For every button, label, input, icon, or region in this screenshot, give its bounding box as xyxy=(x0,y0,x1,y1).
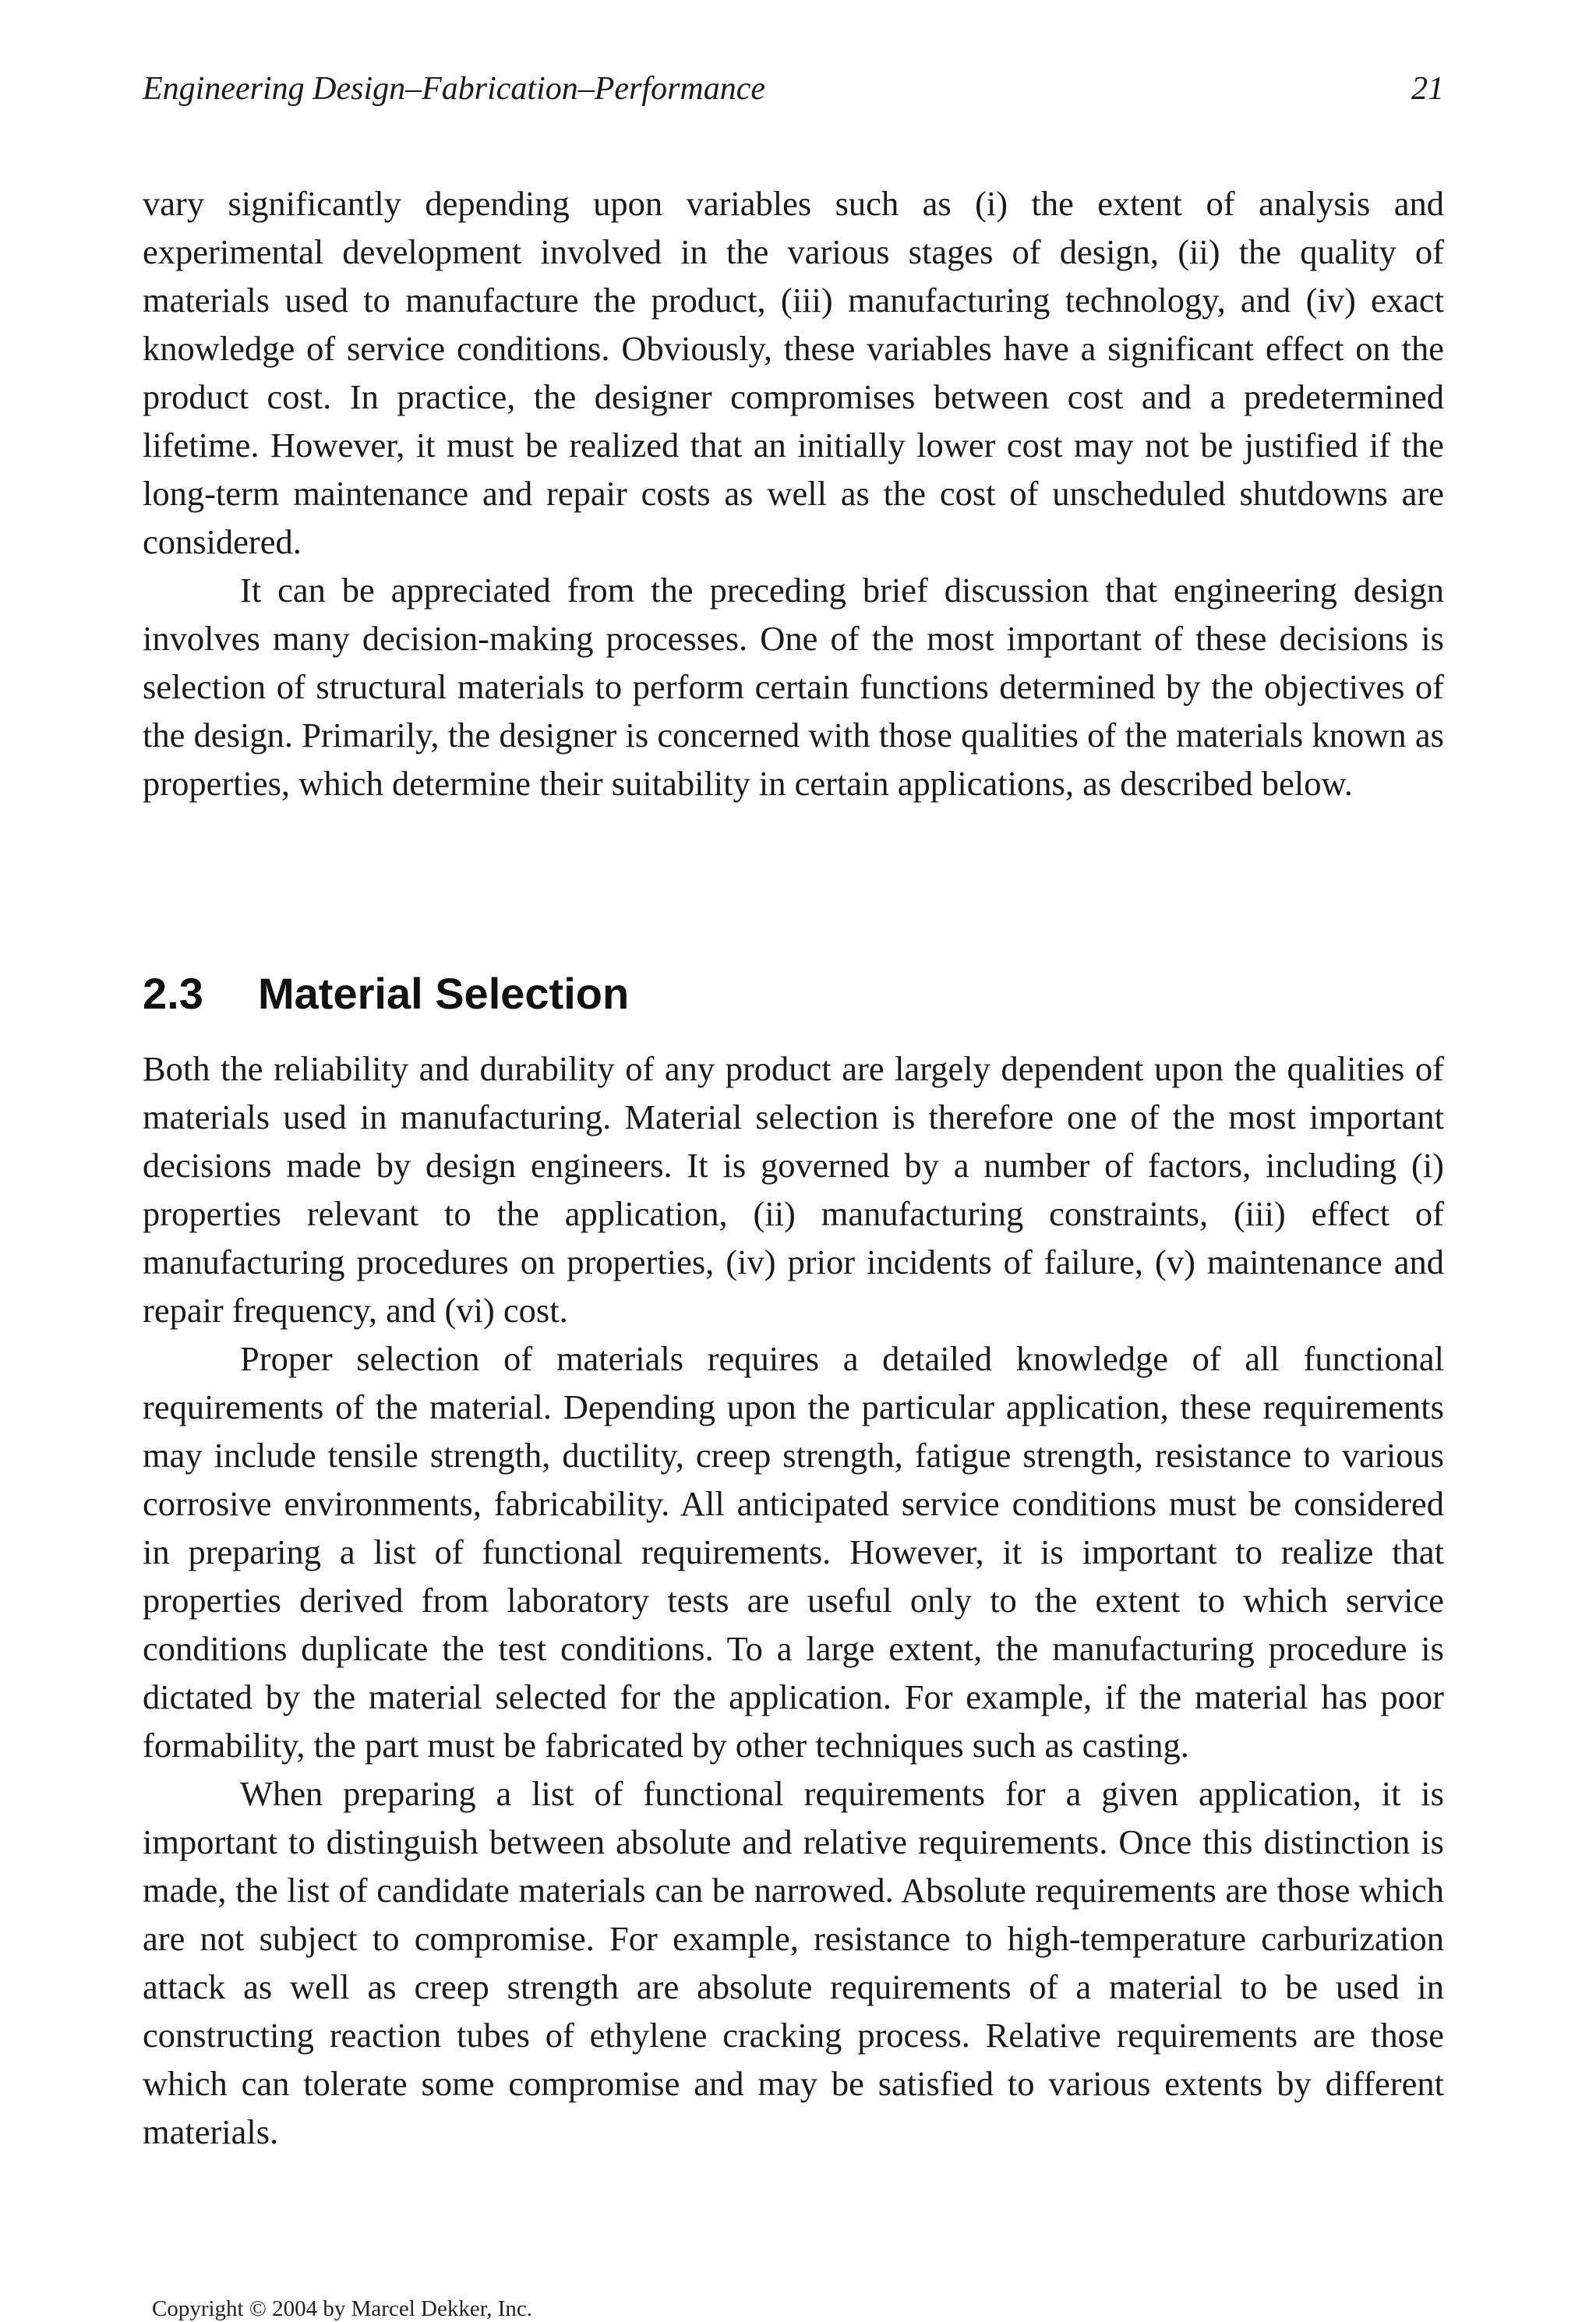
running-header xyxy=(143,65,1444,112)
section-number: 2.3 xyxy=(143,969,203,1018)
paragraph: It can be appreciated from the preceding brief discussion that engineering design involves many decision-making processes. One of the most important of these decisions is selection of structural materials to perform certain functions determined by the objectives of the design. Primarily, the designer is concerned with those qualities of the materials known as properties, which determine their suitability in certain applications, as described below. xyxy=(143,571,1444,803)
running-title: Engineering Design–Fabrication–Performance xyxy=(143,71,766,107)
page-number: 21 xyxy=(1411,71,1444,107)
paragraph-continuation: vary significantly depending upon variables such as (i) the extent of analysis and experimental development involved in the various stages of design, (ii) the quality of materials used to manufacture the product, (iii) manufacturing technology, and (iv) exact knowledge of service conditions. Obviously, these variables have a significant effect on the product cost. In practice, the designer compromises between cost and a predetermined lifetime. However, it must be realized that an initially lower cost may not be justified if the long-term maintenance and repair costs as well as the cost of unscheduled shutdowns are considered. xyxy=(143,184,1444,561)
section-heading xyxy=(143,963,1444,1025)
paragraph: Both the reliability and durability of any product are largely dependent upon the qualities of materials used in manufacturing. Material selection is therefore one of the most important decisions made by design engineers. It is governed by a number of factors, including (i) properties relevant to the application, (ii) manufacturing constraints, (iii) effect of manufacturing procedures on properties, (iv) prior incidents of failure, (v) maintenance and repair frequency, and (vi) cost. xyxy=(143,1049,1444,1330)
section-title: Material Selection xyxy=(258,969,630,1018)
body-text-before-section xyxy=(143,179,1444,808)
paragraph: When preparing a list of functional requirements for a given application, it is important to distinguish between absolute and relative requirements. Once this distinction is made, the list of candidate materials can be narrowed. Absolute requirements are those which are not subject to compromise. For example, resistance to high-temperature carburization attack as well as creep strength are absolute requirements of a material to be used in constructing reaction tubes of ethylene cracking process. Relative requirements are those which can tolerate some compromise and may be satisfied to various extents by different materials. xyxy=(143,1774,1444,2151)
body-text-section xyxy=(143,1044,1444,2156)
paragraph: Proper selection of materials requires a detailed knowledge of all functional requirements of the material. Depending upon the particular application, these requirements may include tensile strength, ductility, creep strength, fatigue strength, resistance to various corrosive environments, fabricability. All anticipated service conditions must be considered in preparing a list of functional requirements. However, it is important to realize that properties derived from laboratory tests are useful only to the extent to which service conditions duplicate the test conditions. To a large extent, the manufacturing procedure is dictated by the material selected for the application. For example, if the material has poor formability, the part must be fabricated by other techniques such as casting. xyxy=(143,1339,1444,1765)
copyright-footer: Copyright © 2004 by Marcel Dekker, Inc. xyxy=(152,2296,532,2321)
